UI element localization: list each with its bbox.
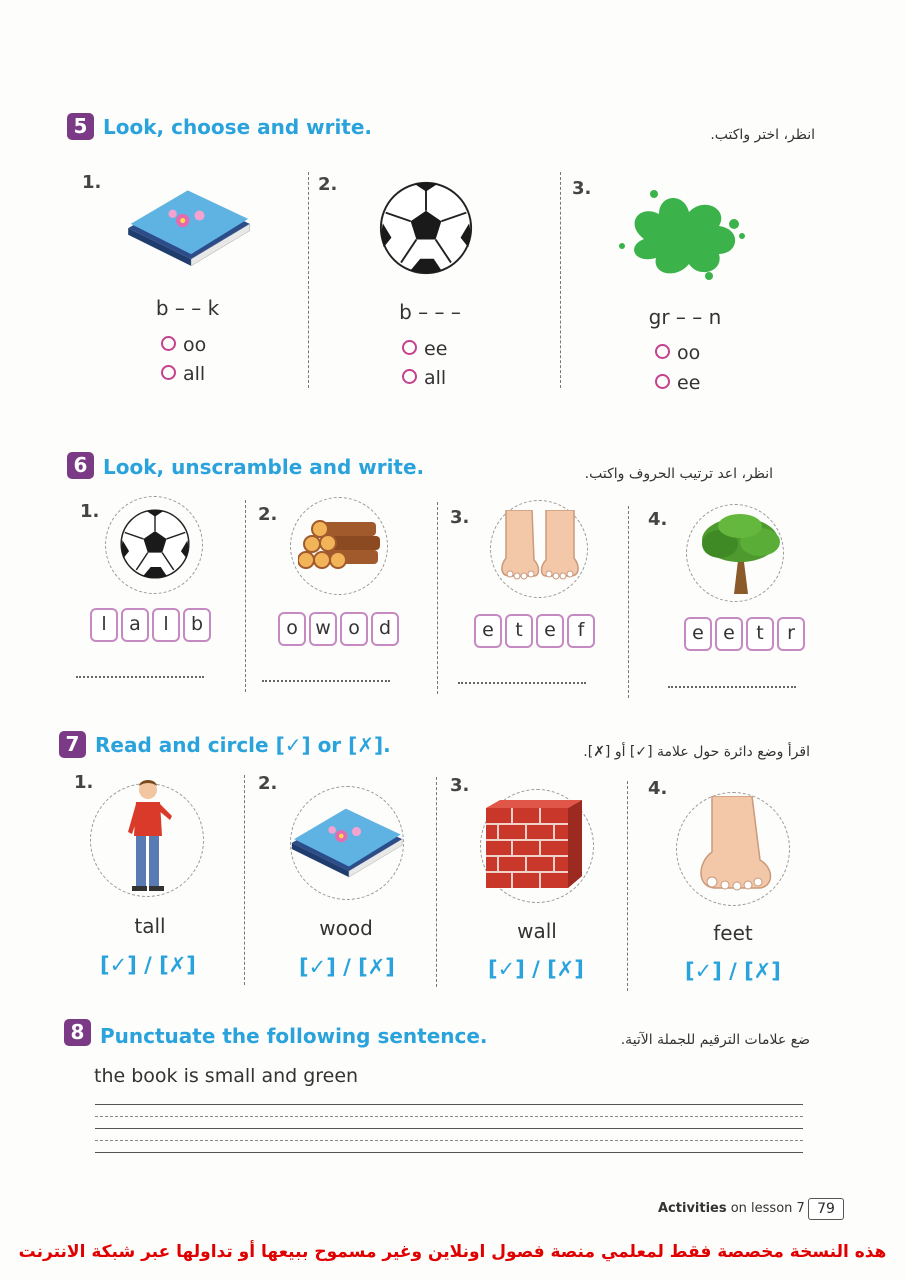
- section-6-badge: 6: [67, 452, 94, 479]
- section-7-badge: 7: [59, 731, 86, 758]
- option-circle-icon: [655, 344, 670, 359]
- s5-item-3-option-2[interactable]: ee: [655, 372, 700, 394]
- s5-item-2-option-2[interactable]: all: [402, 367, 446, 389]
- green-splash-icon: [614, 184, 754, 284]
- s7-item-3-word: wall: [517, 919, 557, 943]
- option-circle-icon: [161, 365, 176, 380]
- letter-tile: l: [152, 608, 180, 642]
- answer-line[interactable]: [76, 676, 204, 678]
- s6-item-2-number: 2.: [258, 504, 278, 525]
- sentence-to-punctuate: the book is small and green: [94, 1065, 359, 1087]
- s5-item-2-number: 2.: [318, 174, 338, 195]
- letter-tile: a: [121, 608, 149, 642]
- column-divider: [245, 500, 246, 692]
- letter-tiles: [474, 614, 595, 648]
- option-circle-icon: [161, 336, 176, 351]
- letter-tile: o: [340, 612, 368, 646]
- page-number: 79: [808, 1198, 844, 1220]
- answer-line[interactable]: [668, 686, 796, 688]
- letter-tile: w: [309, 612, 337, 646]
- letter-tile: e: [474, 614, 502, 648]
- s5-item-2-option-1[interactable]: ee: [402, 338, 447, 360]
- s5-item-1-option-1[interactable]: oo: [161, 334, 206, 356]
- football-icon: [378, 180, 474, 276]
- section-6-title: Look, unscramble and write.: [103, 455, 425, 479]
- column-divider: [560, 172, 561, 388]
- s6-item-4-number: 4.: [648, 509, 668, 530]
- option-circle-icon: [402, 340, 417, 355]
- option-circle-icon: [402, 369, 417, 384]
- logs-icon: [298, 516, 380, 576]
- letter-tile: e: [536, 614, 564, 648]
- writing-line[interactable]: [95, 1152, 803, 1153]
- foot-icon: [690, 796, 776, 892]
- section-5-badge: 5: [67, 113, 94, 140]
- letter-tiles: [278, 612, 399, 646]
- feet-icon: [494, 510, 586, 582]
- letter-tile: b: [183, 608, 211, 642]
- s6-item-1-number: 1.: [80, 501, 100, 522]
- column-divider: [437, 502, 438, 694]
- option-circle-icon: [655, 374, 670, 389]
- section-8-arabic-instruction: ضع علامات الترقيم للجملة الآتية.: [620, 1032, 810, 1048]
- letter-tile: r: [777, 617, 805, 651]
- letter-tile: o: [278, 612, 306, 646]
- tall-man-icon: [122, 778, 178, 894]
- section-5-title: Look, choose and write.: [103, 115, 373, 139]
- letter-tile: d: [371, 612, 399, 646]
- football-icon: [119, 508, 191, 580]
- s5-item-1-option-2[interactable]: all: [161, 363, 205, 385]
- section-6-arabic-instruction: انظر، اعد ترتيب الحروف واكتب.: [584, 466, 773, 482]
- tree-icon: [696, 512, 784, 596]
- section-8-title: Punctuate the following sentence.: [100, 1024, 488, 1048]
- s7-item-4-word: feet: [713, 921, 753, 945]
- column-divider: [628, 506, 629, 698]
- s5-item-3-number: 3.: [572, 178, 592, 199]
- brick-wall-icon: [482, 800, 586, 890]
- s7-item-4-number: 4.: [648, 778, 668, 799]
- writing-line[interactable]: [95, 1128, 803, 1129]
- s5-item-3-option-1[interactable]: oo: [655, 342, 700, 364]
- s5-item-1-word: b – – k: [155, 296, 220, 320]
- letter-tile: l: [90, 608, 118, 642]
- s7-item-2-number: 2.: [258, 773, 278, 794]
- column-divider: [244, 775, 245, 985]
- s5-item-1-number: 1.: [82, 172, 102, 193]
- section-7-title: Read and circle [✓] or [✗].: [95, 733, 391, 757]
- s7-item-2-tick-or-cross[interactable]: [✓] / [✗]: [299, 955, 395, 979]
- column-divider: [308, 172, 309, 388]
- writing-guide-line: [95, 1140, 803, 1141]
- s7-item-1-number: 1.: [74, 772, 94, 793]
- footer-lesson-label: Activities on lesson 7: [658, 1201, 805, 1216]
- letter-tile: f: [567, 614, 595, 648]
- distribution-notice: هذه النسخة مخصصة فقط لمعلمي منصة فصول اونلاين وغير مسموح ببيعها أو تداولها عبر شبكة الانترنت: [18, 1242, 887, 1262]
- column-divider: [627, 781, 628, 991]
- column-divider: [436, 777, 437, 987]
- s7-item-1-tick-or-cross[interactable]: [✓] / [✗]: [100, 953, 196, 977]
- answer-line[interactable]: [458, 682, 586, 684]
- letter-tiles: [90, 608, 211, 642]
- writing-line[interactable]: [95, 1104, 803, 1105]
- letter-tile: t: [505, 614, 533, 648]
- s6-item-3-number: 3.: [450, 507, 470, 528]
- s7-item-2-word: wood: [319, 916, 373, 940]
- s5-item-2-word: b – – –: [399, 300, 461, 324]
- s7-item-1-word: tall: [134, 914, 166, 938]
- answer-line[interactable]: [262, 680, 390, 682]
- book-icon: [288, 800, 406, 882]
- s7-item-3-tick-or-cross[interactable]: [✓] / [✗]: [488, 957, 584, 981]
- s7-item-4-tick-or-cross[interactable]: [✓] / [✗]: [685, 959, 781, 983]
- section-5-arabic-instruction: انظر، اختر واكتب.: [710, 127, 815, 143]
- section-8-badge: 8: [64, 1019, 91, 1046]
- letter-tiles: [684, 617, 805, 651]
- section-7-arabic-instruction: اقرأ وضع دائرة حول علامة [✓] أو [✗].: [583, 744, 810, 760]
- book-icon: [124, 180, 254, 272]
- writing-guide-line: [95, 1116, 803, 1117]
- s7-item-3-number: 3.: [450, 775, 470, 796]
- letter-tile: e: [715, 617, 743, 651]
- s5-item-3-word: gr – – n: [648, 305, 722, 329]
- letter-tile: e: [684, 617, 712, 651]
- letter-tile: t: [746, 617, 774, 651]
